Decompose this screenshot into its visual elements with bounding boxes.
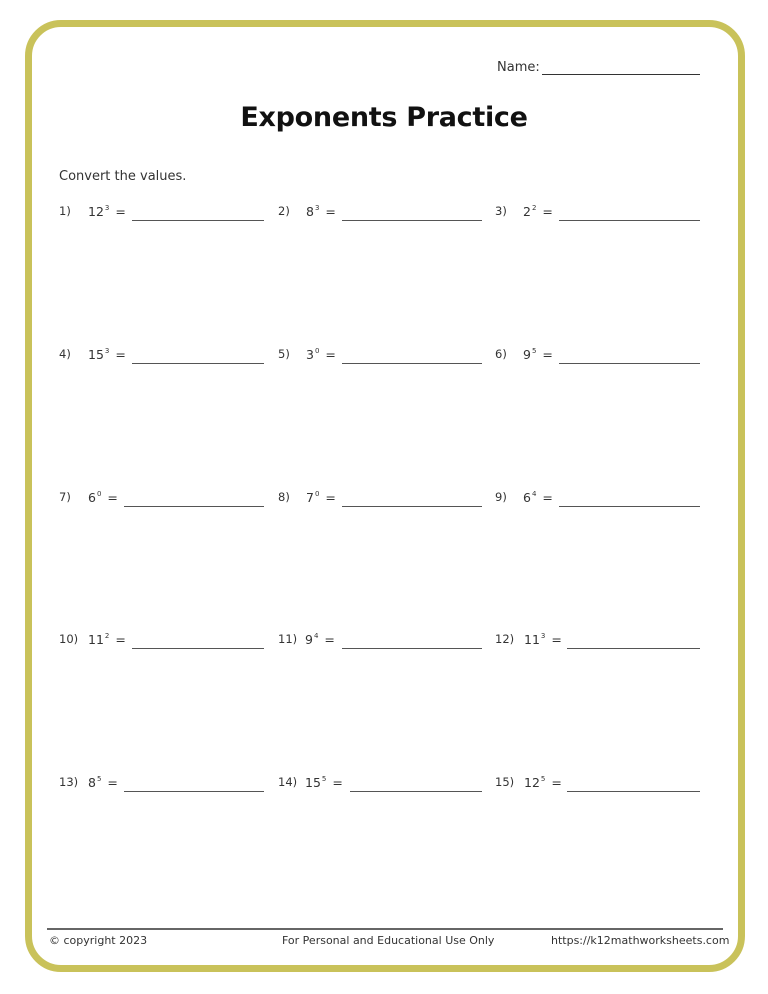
name-field[interactable] [497, 60, 700, 75]
exponent: 0 [314, 490, 320, 498]
problem-number: 9) [495, 490, 507, 504]
problem-number: 15) [495, 775, 515, 789]
base: 7 [306, 490, 314, 505]
problem-3: 3) $2^2$ = [495, 200, 705, 224]
base: 6 [88, 490, 96, 505]
base: 15 [88, 347, 104, 362]
answer-blank[interactable] [342, 648, 482, 649]
base: 11 [88, 632, 104, 647]
base: 9 [305, 632, 313, 647]
exponent: 3 [314, 204, 320, 212]
answer-blank[interactable] [342, 506, 482, 507]
answer-blank[interactable] [350, 791, 482, 792]
problem-7: 7) $6^0$ = [59, 486, 269, 510]
problem-14: 14) $15^5$ = [278, 771, 488, 795]
problem-number: 12) [495, 632, 515, 646]
answer-blank[interactable] [559, 220, 700, 221]
problem-15: 15) $12^5$ = [495, 771, 705, 795]
name-label: Name: [497, 60, 540, 75]
problem-10: 10) $11^2$ = [59, 628, 269, 652]
base: 3 [306, 347, 314, 362]
answer-blank[interactable] [559, 363, 700, 364]
problem-number: 13) [59, 775, 79, 789]
problem-8: 8) $7^0$ = [278, 486, 488, 510]
exponent: 3 [540, 632, 546, 640]
exponent: 5 [96, 775, 102, 783]
exponent: 5 [540, 775, 546, 783]
answer-blank[interactable] [567, 791, 700, 792]
problem-6: 6) $9^5$ = [495, 343, 705, 367]
problem-12: 12) $11^3$ = [495, 628, 705, 652]
answer-blank[interactable] [132, 363, 264, 364]
problem-number: 5) [278, 347, 290, 361]
problem-number: 6) [495, 347, 507, 361]
base: 9 [523, 347, 531, 362]
answer-blank[interactable] [124, 791, 264, 792]
footer-url[interactable]: https://k12mathworksheets.com [551, 934, 730, 947]
exponent: 5 [531, 347, 537, 355]
exponent: 3 [104, 204, 110, 212]
problem-number: 4) [59, 347, 71, 361]
problem-number: 1) [59, 204, 71, 218]
exponent: 4 [531, 490, 537, 498]
problem-number: 8) [278, 490, 290, 504]
exponent: 0 [96, 490, 102, 498]
base: 2 [523, 204, 531, 219]
problem-9: 9) $6^4$ = [495, 486, 705, 510]
footer-divider [47, 928, 723, 930]
base: 12 [524, 775, 540, 790]
base: 12 [88, 204, 104, 219]
problem-number: 2) [278, 204, 290, 218]
exponent: 2 [531, 204, 537, 212]
footer-copyright: © copyright 2023 [49, 934, 148, 947]
answer-blank[interactable] [559, 506, 700, 507]
problem-11: 11) $9^4$ = [278, 628, 488, 652]
answer-blank[interactable] [342, 363, 482, 364]
problem-5: 5) $3^0$ = [278, 343, 488, 367]
exponent: 3 [104, 347, 110, 355]
exponent: 2 [104, 632, 110, 640]
problem-4: 4) $15^3$ = [59, 343, 269, 367]
problem-2: 2) $8^3$ = [278, 200, 488, 224]
page-title: Exponents Practice [240, 102, 528, 133]
base: 8 [88, 775, 96, 790]
problem-number: 7) [59, 490, 71, 504]
base: 8 [306, 204, 314, 219]
exponent: 5 [321, 775, 327, 783]
name-line[interactable] [542, 62, 700, 75]
problem-number: 10) [59, 632, 79, 646]
footer-usage: For Personal and Educational Use Only [282, 934, 495, 947]
problem-1: 1) $12^3$ = [59, 200, 269, 224]
problem-number: 11) [278, 632, 298, 646]
answer-blank[interactable] [132, 648, 264, 649]
exponent: 0 [314, 347, 320, 355]
answer-blank[interactable] [132, 220, 264, 221]
problem-number: 3) [495, 204, 507, 218]
problem-13: 13) $8^5$ = [59, 771, 269, 795]
answer-blank[interactable] [124, 506, 264, 507]
base: 6 [523, 490, 531, 505]
problem-number: 14) [278, 775, 298, 789]
answer-blank[interactable] [342, 220, 482, 221]
base: 11 [524, 632, 540, 647]
base: 15 [305, 775, 321, 790]
instructions: Convert the values. [59, 169, 187, 184]
exponent: 4 [313, 632, 319, 640]
answer-blank[interactable] [567, 648, 700, 649]
